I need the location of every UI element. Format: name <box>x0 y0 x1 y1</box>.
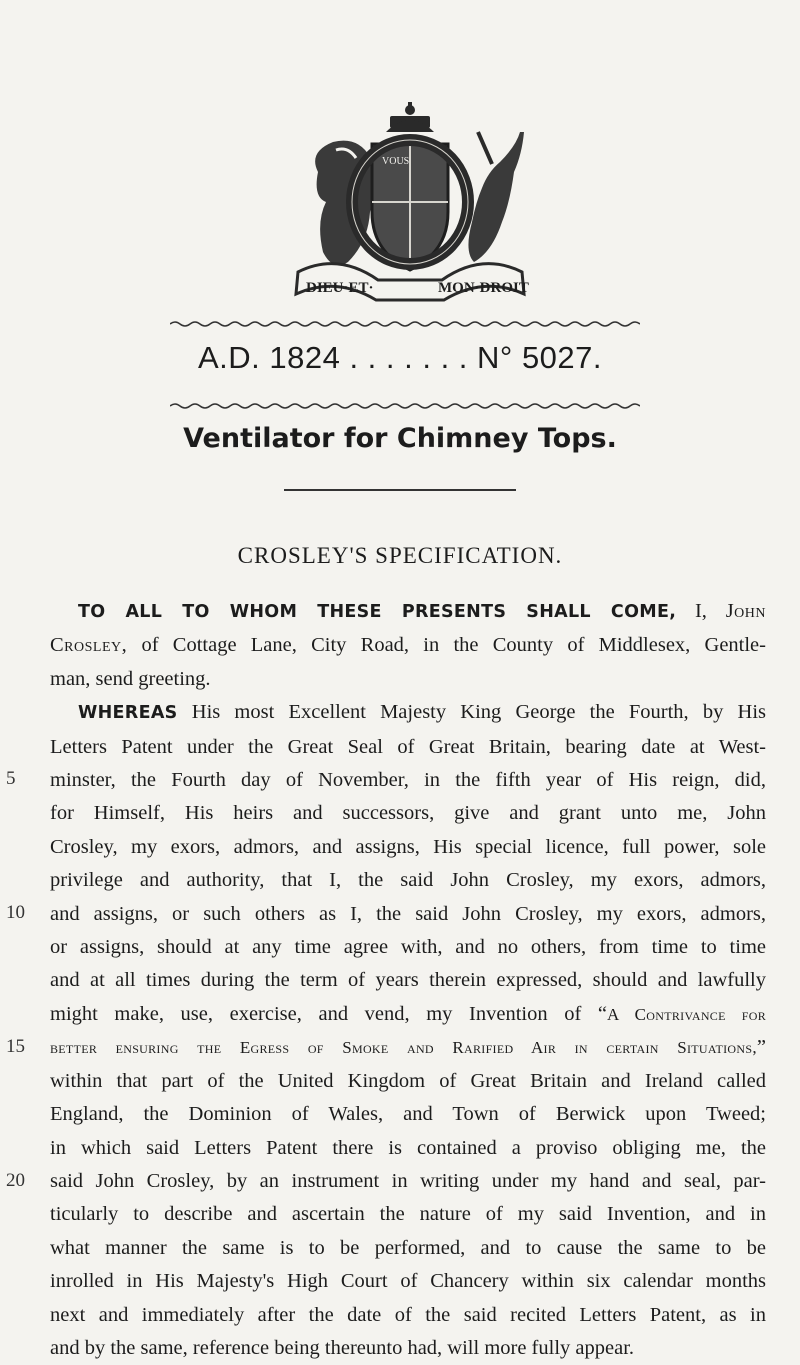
body-line: inrolled in His Majesty's High Court of Chancery within six calendar months <box>50 1270 766 1293</box>
title-divider <box>284 489 516 491</box>
body-line: man, send greeting. <box>50 667 211 690</box>
specification-heading: CROSLEY'S SPECIFICATION. <box>237 543 563 568</box>
line-number-5: 5 <box>6 768 16 789</box>
motto-left-text: DIEU·ET· <box>306 280 374 296</box>
body-line: Crosley, of Cottage Lane, City Road, in the County of Middlesex, Gentle- <box>50 634 766 657</box>
motto-right-text: MON·DROIT <box>438 280 529 296</box>
body-line: might make, use, exercise, and vend, my Invention of “A Contrivance for <box>50 1002 766 1025</box>
body-line: WHEREAS His most Excellent Majesty King George the Fourth, by His <box>78 701 766 724</box>
document-number <box>0 340 800 376</box>
body-line: Crosley, my exors, admors, and assigns, His special licence, full power, sole <box>50 835 766 858</box>
body-line: ticularly to describe and ascertain the nature of my said Invention, and in <box>50 1203 766 1226</box>
body-line: said John Crosley, by an instrument in writing under my hand and seal, par- <box>50 1169 766 1192</box>
line-number-15: 15 <box>6 1036 25 1057</box>
royal-arms-emblem <box>278 102 542 312</box>
body-line: Letters Patent under the Great Seal of Great Britain, bearing date at West- <box>50 735 766 758</box>
body-line: England, the Dominion of Wales, and Town of Berwick upon Tweed; <box>50 1103 766 1126</box>
wavy-rule-bottom <box>170 402 640 410</box>
body-line: or assigns, should at any time agree with, and no others, from time to time <box>50 936 766 959</box>
body-line: minster, the Fourth day of November, in the fifth year of His reign, did, <box>50 769 766 792</box>
body-line: in which said Letters Patent there is contained a proviso obliging me, the <box>50 1136 766 1159</box>
body-line: for Himself, His heirs and successors, give and grant unto me, John <box>50 802 766 825</box>
line-number-20: 20 <box>6 1170 25 1191</box>
body-line: better ensuring the Egress of Smoke and Rarified Air in certain Situations,” <box>50 1036 766 1059</box>
doc-patent-number: N° 5027. <box>477 340 603 375</box>
body-line: TO ALL TO WHOM THESE PRESENTS SHALL COME, I, John <box>78 600 766 622</box>
body-line: what manner the same is to be performed, and to cause the same to be <box>50 1236 766 1259</box>
line-number-10: 10 <box>6 902 25 923</box>
body-line: and assigns, or such others as I, the said John Crosley, my exors, admors, <box>50 902 766 925</box>
document-title: Ventilator for Chimney Tops. <box>183 423 617 454</box>
specification-body <box>50 595 766 1365</box>
body-line: and at all times during the term of years therein expressed, should and lawfully <box>50 969 766 992</box>
wavy-rule-top <box>170 320 640 328</box>
body-line: next and immediately after the date of the said recited Letters Patent, as in <box>50 1303 766 1326</box>
doc-leader: . . . . . . . <box>349 340 468 375</box>
body-line: privilege and authority, that I, the said John Crosley, my exors, admors, <box>50 869 766 892</box>
garter-motto-text: VOUS <box>382 156 410 167</box>
body-line: within that part of the United Kingdom of Great Britain and Ireland called <box>50 1069 766 1092</box>
doc-year: A.D. 1824 <box>197 340 341 375</box>
body-line: and by the same, reference being thereunto had, will more fully appear. <box>50 1336 635 1359</box>
